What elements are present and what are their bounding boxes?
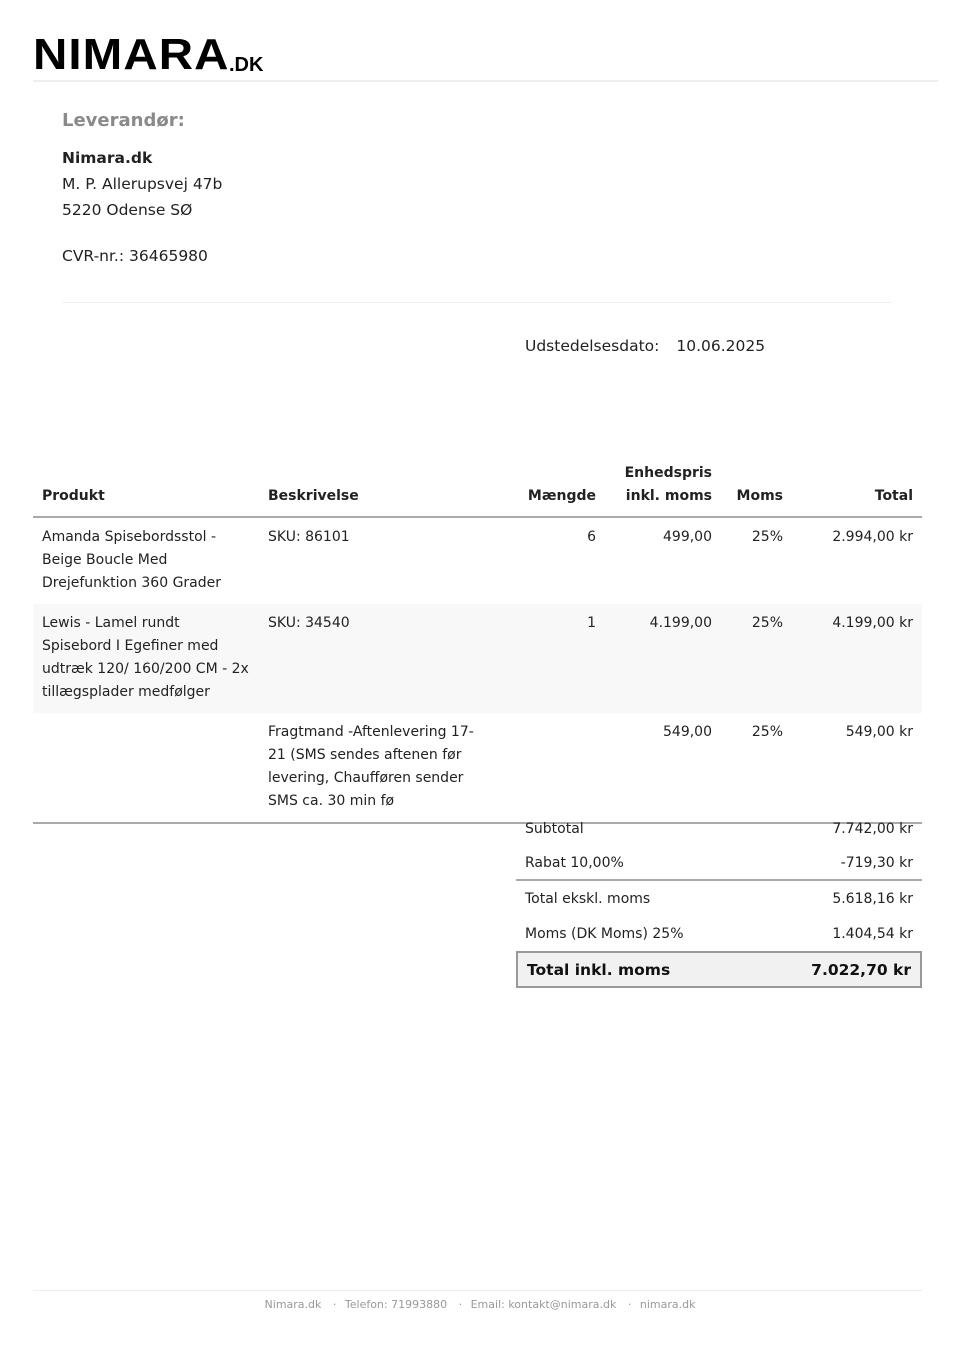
cell-total: 2.994,00 kr (832, 529, 913, 545)
grand-total-label: Total inkl. moms (527, 960, 671, 979)
vat-row (516, 916, 922, 951)
supplier-name: Nimara.dk (62, 149, 153, 167)
cell-total: 549,00 kr (792, 713, 922, 823)
table-row (33, 713, 922, 823)
issue-date-block (525, 337, 765, 355)
vat-label: Moms (DK Moms) 25% (525, 925, 684, 942)
cell-unit-price: 4.199,00 (605, 604, 721, 713)
cell-unit-price: 549,00 (605, 713, 721, 823)
issue-date-label: Udstedelsesdato: (525, 337, 660, 355)
footer-separator: · (458, 1298, 463, 1311)
cell-unit-price: 499,00 (663, 529, 712, 545)
section-divider (62, 302, 892, 303)
column-header-description: Beskrivelse (259, 462, 489, 517)
cell-product (33, 713, 259, 823)
company-logo (33, 30, 264, 79)
table-row (33, 517, 922, 604)
supplier-address-city: 5220 Odense SØ (62, 201, 193, 219)
discount-row (516, 846, 922, 881)
issue-date-value: 10.06.2025 (676, 337, 766, 355)
totals-block (516, 811, 922, 988)
cell-total: 4.199,00 kr (792, 604, 922, 713)
cell-vat: 25% (721, 713, 792, 823)
footer-website: nimara.dk (639, 1298, 696, 1311)
unit-price-header-line1: Enhedspris (624, 465, 712, 481)
table-row (33, 604, 922, 713)
subtotal-row (516, 811, 922, 846)
column-header-unit-price (605, 462, 721, 517)
column-header-product: Produkt (33, 462, 259, 517)
unit-price-header-line2: inkl. moms (625, 488, 712, 504)
total-excl-vat-row (516, 881, 922, 916)
cell-vat: 25% (721, 604, 792, 713)
cell-description: Fragtmand -Aftenlevering 17-21 (SMS sendes aftenen før levering, Chaufføren sender SMS ca. 30 min fø (259, 713, 489, 823)
table-header-row (33, 462, 922, 517)
cell-vat: 25% (751, 529, 783, 545)
footer-separator: · (627, 1298, 632, 1311)
logo-wordmark: NIMARA (33, 30, 230, 79)
grand-total-value: 7.022,70 kr (811, 960, 911, 979)
total-excl-vat-label: Total ekskl. moms (525, 890, 651, 907)
supplier-address-street: M. P. Allerupsvej 47b (62, 175, 223, 193)
cell-description: SKU: 86101 (268, 529, 350, 545)
column-header-quantity: Mængde (489, 462, 605, 517)
supplier-cvr: CVR-nr.: 36465980 (62, 247, 208, 265)
cell-quantity: 6 (587, 529, 596, 545)
cell-description: SKU: 34540 (259, 604, 489, 713)
footer (0, 1298, 960, 1311)
supplier-block (62, 110, 222, 265)
line-items-table (33, 462, 922, 824)
header-divider (33, 80, 938, 82)
subtotal-value: 7.742,00 kr (832, 820, 913, 837)
footer-divider (33, 1290, 922, 1291)
supplier-heading: Leverandør: (62, 110, 185, 131)
footer-company: Nimara.dk (264, 1298, 322, 1311)
discount-value: -719,30 kr (840, 854, 913, 871)
cell-quantity: 1 (489, 604, 605, 713)
footer-email: Email: kontakt@nimara.dk (470, 1298, 617, 1311)
cell-product: Lewis - Lamel rundt Spisebord I Egefiner med udtræk 120/ 160/200 CM - 2x tillægsplader medfølger (33, 604, 259, 713)
subtotal-label: Subtotal (525, 820, 584, 837)
vat-value: 1.404,54 kr (832, 925, 913, 942)
cell-quantity (489, 713, 605, 823)
footer-phone: Telefon: 71993880 (344, 1298, 448, 1311)
column-header-total: Total (792, 462, 922, 517)
column-header-vat: Moms (721, 462, 792, 517)
logo-domain-suffix: .DK (228, 54, 264, 76)
total-excl-vat-value: 5.618,16 kr (832, 890, 913, 907)
footer-separator: · (332, 1298, 337, 1311)
discount-label: Rabat 10,00% (525, 854, 624, 871)
grand-total-row (516, 951, 922, 988)
cell-product: Amanda Spisebordsstol - Beige Boucle Med Drejefunktion 360 Grader (42, 529, 222, 591)
